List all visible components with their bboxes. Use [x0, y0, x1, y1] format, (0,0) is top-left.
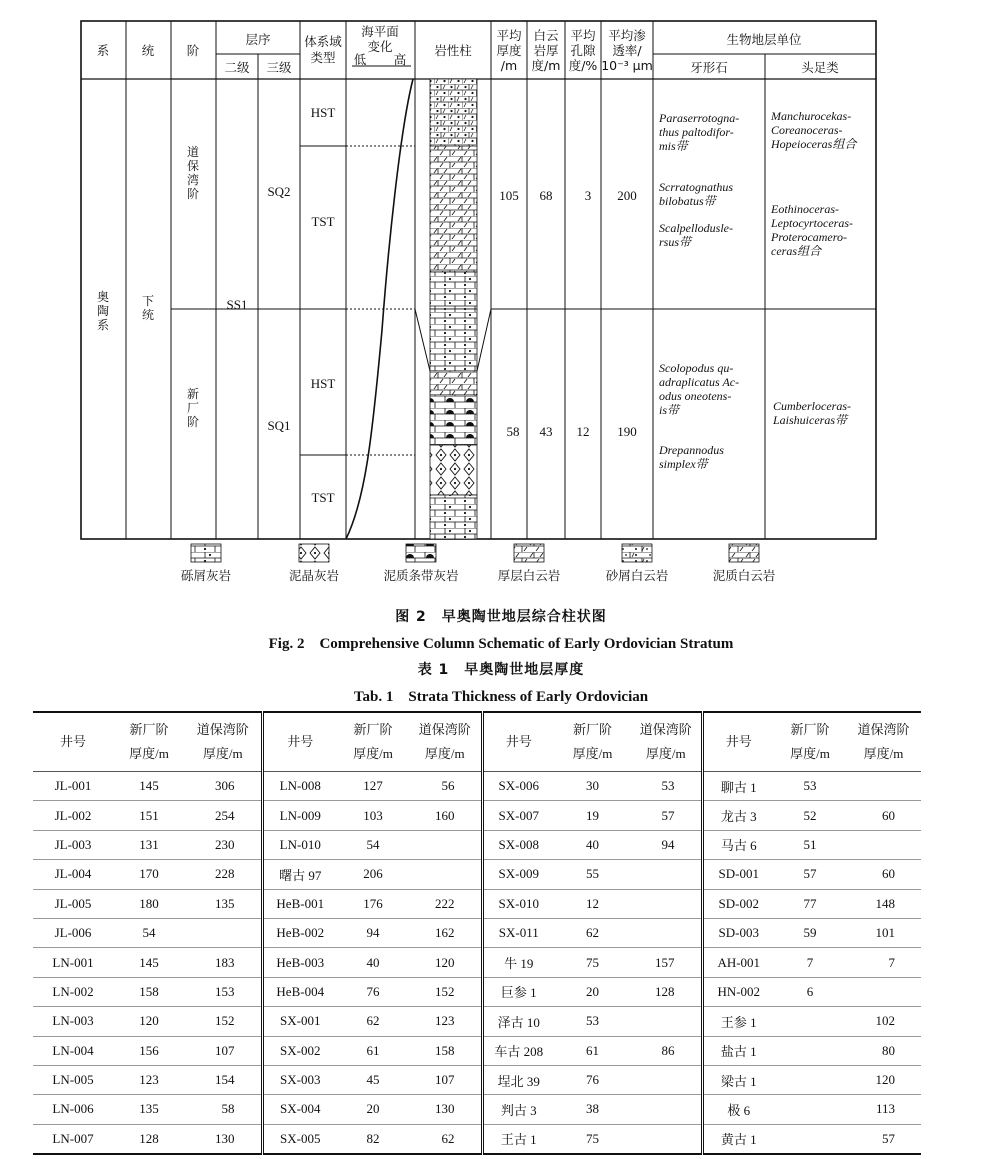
well-id-cell: SD-002	[702, 889, 774, 918]
table-caption-cn: 表 1 早奥陶世地层厚度	[417, 662, 585, 678]
well-id-cell: HeB-004	[262, 977, 337, 1006]
daobaowan-thickness-cell: 154	[185, 1065, 262, 1094]
header-tixiyu-1: 体系域	[304, 34, 342, 49]
header-cephalopod: 头足类	[801, 60, 839, 75]
well-id-cell: 龙古 3	[702, 801, 774, 830]
daobaowan-thickness-cell: 53	[631, 772, 702, 801]
series-char-2: 统	[141, 308, 155, 322]
cephalopod-assemblage-1-line-3: Hopeioceras组合	[771, 137, 857, 151]
table-row	[33, 1095, 921, 1124]
daobaowan-thickness-cell: 135	[185, 889, 262, 918]
cephalopod-assemblage-1-line-2: Coreanoceras-	[771, 123, 843, 137]
header-dolomite-1: 白云	[533, 28, 559, 43]
stage-upper-char-3: 湾	[186, 173, 200, 187]
header-lithology: 岩性柱	[434, 43, 472, 58]
header-thickness-1: 平均	[496, 28, 522, 43]
table-row	[33, 801, 921, 830]
daobaowan-thickness-cell: 162	[409, 918, 482, 947]
header-jie: 阶	[186, 43, 200, 58]
xinchang-thickness-cell: 38	[554, 1095, 631, 1124]
table-header-row	[33, 712, 921, 772]
well-id-cell: 泽古 10	[482, 1007, 554, 1036]
header-permeability-1: 平均渗	[608, 28, 646, 43]
well-id-cell: SX-005	[262, 1124, 337, 1154]
xinchang-thickness-cell: 19	[554, 801, 631, 830]
legend-swatch-banded-limestone	[406, 544, 436, 562]
lower-permeability: 190	[617, 424, 637, 439]
lower-dolomite: 43	[539, 424, 553, 439]
daobaowan-thickness-cell: 152	[409, 977, 482, 1006]
well-id-cell: LN-008	[262, 772, 337, 801]
well-id-cell: JL-003	[33, 830, 113, 859]
series-char-1: 下	[141, 294, 155, 308]
xinchang-thickness-cell: 55	[554, 860, 631, 889]
daobaowan-thickness-cell: 160	[409, 801, 482, 830]
well-id-cell: SX-009	[482, 860, 554, 889]
conodont-zone-2-line-1: Scrratognathus	[659, 180, 734, 194]
figure-caption-cn: 图 2 早奥陶世地层综合柱状图	[395, 609, 607, 625]
daobaowan-thickness-cell: 128	[631, 977, 702, 1006]
table-row	[33, 1007, 921, 1036]
conodont-zone-3-line-1: Scalpellodusle-	[659, 221, 733, 235]
xinchang-thickness-cell: 12	[554, 889, 631, 918]
table-row	[33, 772, 921, 801]
well-id-cell: JL-002	[33, 801, 113, 830]
conodont-zone-1-line-2: thus paltodifor-	[659, 125, 734, 139]
cephalopod-assemblage-1-line-1: Manchurocekas-	[771, 109, 852, 123]
xinchang-thickness-cell: 53	[774, 772, 846, 801]
table-row	[33, 830, 921, 859]
xinchang-thickness-cell: 145	[113, 948, 185, 977]
header-sanji: 三级	[266, 60, 292, 75]
xinchang-thickness-cell: 45	[337, 1065, 409, 1094]
daobaowan-thickness-cell: 107	[185, 1036, 262, 1065]
well-id-cell: LN-005	[33, 1065, 113, 1094]
daobaowan-thickness-cell: 254	[185, 801, 262, 830]
lower-porosity: 12	[576, 424, 590, 439]
upper-permeability: 200	[617, 188, 637, 203]
well-id-cell: SX-006	[482, 772, 554, 801]
daobaowan-thickness-cell: 86	[631, 1036, 702, 1065]
cephalopod-zone-lower-line-2: Laishuiceras带	[773, 413, 848, 427]
legend-swatch-micrite	[299, 544, 329, 562]
header-sea-level-1: 海平面	[361, 24, 399, 39]
well-id-cell: JL-006	[33, 918, 113, 947]
xinchang-thickness-cell: 76	[337, 977, 409, 1006]
xinchang-thickness-cell	[774, 1036, 846, 1065]
well-id-cell: SX-008	[482, 830, 554, 859]
header-tong: 统	[141, 43, 155, 58]
daobaowan-thickness-cell	[631, 1095, 702, 1124]
well-id-cell: SX-011	[482, 918, 554, 947]
daobaowan-thickness-cell: 57	[631, 801, 702, 830]
daobaowan-thickness-cell	[409, 860, 482, 889]
xinchang-thickness-cell: 40	[337, 948, 409, 977]
xinchang-thickness-cell	[774, 1065, 846, 1094]
table-row	[33, 1124, 921, 1154]
xinchang-thickness-cell: 94	[337, 918, 409, 947]
cephalopod-zone-lower-line-1: Cumberloceras-	[773, 399, 851, 413]
upper-porosity: 3	[584, 188, 592, 203]
well-id-cell: 巨参 1	[482, 977, 554, 1006]
well-id-cell: SX-010	[482, 889, 554, 918]
legend-swatch-sandy-dolomite	[622, 544, 652, 562]
xinchang-thickness-cell: 54	[337, 830, 409, 859]
upper-dolomite: 68	[539, 188, 553, 203]
well-id-cell: SX-003	[262, 1065, 337, 1094]
table-row	[33, 1065, 921, 1094]
table-row	[33, 889, 921, 918]
col-header-daobaowan: 道保湾阶 厚度/m	[185, 712, 262, 772]
col-header-daobaowan: 道保湾阶 厚度/m	[409, 712, 482, 772]
xinchang-thickness-cell: 76	[554, 1065, 631, 1094]
well-id-cell: LN-007	[33, 1124, 113, 1154]
xinchang-thickness-cell: 62	[337, 1007, 409, 1036]
header-sea-low: 低	[353, 52, 367, 67]
daobaowan-thickness-cell: 60	[846, 860, 921, 889]
daobaowan-thickness-cell	[185, 918, 262, 947]
table-row	[33, 918, 921, 947]
system-char-1: 奥	[96, 290, 110, 304]
header-porosity-1: 平均	[570, 28, 596, 43]
xinchang-thickness-cell: 61	[554, 1036, 631, 1065]
xinchang-thickness-cell: 120	[113, 1007, 185, 1036]
conodont-zone-4-line-4: is带	[659, 403, 680, 417]
well-id-cell: 黄古 1	[702, 1124, 774, 1154]
well-id-cell: 梁古 1	[702, 1065, 774, 1094]
stage-lower-char-1: 新	[186, 387, 200, 401]
header-sea-level-2: 变化	[367, 39, 393, 54]
xinchang-thickness-cell: 52	[774, 801, 846, 830]
lower-thickness: 58	[506, 424, 520, 439]
col-header-well: 井号	[482, 712, 554, 772]
xinchang-thickness-cell: 176	[337, 889, 409, 918]
well-id-cell: SD-003	[702, 918, 774, 947]
system-char-3: 系	[96, 318, 110, 332]
col-header-well: 井号	[702, 712, 774, 772]
daobaowan-thickness-cell: 123	[409, 1007, 482, 1036]
daobaowan-thickness-cell: 7	[846, 948, 921, 977]
xinchang-thickness-cell: 7	[774, 948, 846, 977]
well-id-cell: SX-001	[262, 1007, 337, 1036]
well-id-cell: LN-002	[33, 977, 113, 1006]
xinchang-thickness-cell: 77	[774, 889, 846, 918]
conodont-zone-1-line-1: Paraserrotogna-	[659, 111, 740, 125]
legend-swatch-thick-dolomite	[514, 544, 544, 562]
daobaowan-thickness-cell	[631, 1065, 702, 1094]
well-id-cell: HeB-002	[262, 918, 337, 947]
xinchang-thickness-cell: 131	[113, 830, 185, 859]
legend-label-3: 泥质条带灰岩	[383, 568, 459, 583]
tract-tst-upper: TST	[311, 214, 335, 229]
daobaowan-thickness-cell	[631, 918, 702, 947]
col-header-daobaowan: 道保湾阶 厚度/m	[631, 712, 702, 772]
well-id-cell: 埕北 39	[482, 1065, 554, 1094]
conodont-zone-4-line-1: Scolopodus qu-	[659, 361, 734, 375]
upper-thickness: 105	[499, 188, 519, 203]
well-id-cell: 盐古 1	[702, 1036, 774, 1065]
xinchang-thickness-cell: 145	[113, 772, 185, 801]
figure-caption-en: Fig. 2 Comprehensive Column Schematic of Early Ordovician Stratum	[268, 636, 734, 652]
xinchang-thickness-cell: 6	[774, 977, 846, 1006]
well-id-cell: 极 6	[702, 1095, 774, 1124]
daobaowan-thickness-cell: 130	[409, 1095, 482, 1124]
xinchang-thickness-cell: 128	[113, 1124, 185, 1154]
sea-level-dotted-guides	[346, 146, 415, 455]
daobaowan-thickness-cell	[631, 889, 702, 918]
xinchang-thickness-cell: 75	[554, 948, 631, 977]
well-id-cell: 王古 1	[482, 1124, 554, 1154]
legend-label-5: 砂屑白云岩	[605, 568, 669, 583]
header-cengxu: 层序	[245, 32, 271, 47]
stage-upper-char-2: 保	[186, 159, 200, 173]
daobaowan-thickness-cell: 107	[409, 1065, 482, 1094]
conodont-zone-3-line-2: rsus带	[659, 235, 692, 249]
xinchang-thickness-cell: 127	[337, 772, 409, 801]
xinchang-thickness-cell: 61	[337, 1036, 409, 1065]
daobaowan-thickness-cell	[631, 1007, 702, 1036]
legend-swatch-argillaceous-dolomite	[729, 544, 759, 562]
col-header-daobaowan: 道保湾阶 厚度/m	[846, 712, 921, 772]
daobaowan-thickness-cell: 148	[846, 889, 921, 918]
header-xi: 系	[96, 43, 110, 58]
daobaowan-thickness-cell: 94	[631, 830, 702, 859]
daobaowan-thickness-cell: 230	[185, 830, 262, 859]
daobaowan-thickness-cell: 62	[409, 1124, 482, 1154]
xinchang-thickness-cell: 158	[113, 977, 185, 1006]
stage-upper-char-1: 道	[186, 145, 200, 159]
header-conodont: 牙形石	[690, 60, 728, 75]
daobaowan-thickness-cell: 120	[409, 948, 482, 977]
well-id-cell: LN-004	[33, 1036, 113, 1065]
table-row	[33, 860, 921, 889]
well-id-cell: HeB-001	[262, 889, 337, 918]
daobaowan-thickness-cell: 306	[185, 772, 262, 801]
header-erji: 二级	[224, 60, 250, 75]
well-id-cell: HeB-003	[262, 948, 337, 977]
xinchang-thickness-cell	[774, 1124, 846, 1154]
xinchang-thickness-cell: 59	[774, 918, 846, 947]
third-order-sq2: SQ2	[267, 184, 291, 199]
xinchang-thickness-cell: 53	[554, 1007, 631, 1036]
header-dolomite-3: 度/m	[531, 58, 561, 73]
legend	[181, 544, 775, 583]
strata-thickness-table	[33, 711, 921, 1155]
legend-label-4: 厚层白云岩	[497, 568, 561, 583]
table-row	[33, 1036, 921, 1065]
conodont-zone-4-line-2: adraplicatus Ac-	[659, 375, 740, 389]
legend-label-1: 砾屑灰岩	[180, 568, 232, 583]
cephalopod-assemblage-2-line-4: ceras组合	[771, 244, 821, 258]
xinchang-thickness-cell: 30	[554, 772, 631, 801]
daobaowan-thickness-cell: 102	[846, 1007, 921, 1036]
daobaowan-thickness-cell: 152	[185, 1007, 262, 1036]
well-id-cell: HN-002	[702, 977, 774, 1006]
third-order-sq1: SQ1	[267, 418, 291, 433]
cephalopod-assemblage-2-line-2: Leptocyrtoceras-	[771, 216, 853, 230]
header-porosity-2: 孔隙	[570, 43, 596, 58]
header-sea-high: 高	[393, 52, 407, 67]
well-id-cell: JL-004	[33, 860, 113, 889]
xinchang-thickness-cell: 20	[554, 977, 631, 1006]
conodont-zone-1-line-3: mis带	[659, 139, 688, 153]
daobaowan-thickness-cell: 80	[846, 1036, 921, 1065]
well-id-cell: LN-003	[33, 1007, 113, 1036]
daobaowan-thickness-cell	[631, 860, 702, 889]
stage-upper-char-4: 阶	[186, 187, 200, 201]
cephalopod-assemblage-2-line-1: Eothinoceras-	[771, 202, 839, 216]
well-id-cell: 马古 6	[702, 830, 774, 859]
stage-lower-char-3: 阶	[186, 415, 200, 429]
daobaowan-thickness-cell	[631, 1124, 702, 1154]
xinchang-thickness-cell: 54	[113, 918, 185, 947]
daobaowan-thickness-cell: 228	[185, 860, 262, 889]
daobaowan-thickness-cell	[846, 830, 921, 859]
conodont-zone-5-line-1: Drepannodus	[659, 443, 724, 457]
daobaowan-thickness-cell: 56	[409, 772, 482, 801]
daobaowan-thickness-cell: 153	[185, 977, 262, 1006]
legend-label-2: 泥晶灰岩	[288, 568, 340, 583]
xinchang-thickness-cell: 135	[113, 1095, 185, 1124]
well-id-cell: 王参 1	[702, 1007, 774, 1036]
xinchang-thickness-cell: 82	[337, 1124, 409, 1154]
well-id-cell: 牛 19	[482, 948, 554, 977]
cephalopod-assemblage-2-line-3: Proterocamero-	[771, 230, 847, 244]
daobaowan-thickness-cell: 58	[185, 1095, 262, 1124]
col-header-xinchang: 新厂阶 厚度/m	[337, 712, 409, 772]
header-thickness-3: /m	[500, 58, 518, 73]
daobaowan-thickness-cell: 183	[185, 948, 262, 977]
xinchang-thickness-cell: 62	[554, 918, 631, 947]
header-biostratigraphy: 生物地层单位	[726, 32, 802, 47]
xinchang-thickness-cell: 75	[554, 1124, 631, 1154]
well-id-cell: SX-002	[262, 1036, 337, 1065]
daobaowan-thickness-cell: 113	[846, 1095, 921, 1124]
xinchang-thickness-cell: 206	[337, 860, 409, 889]
well-id-cell: 车古 208	[482, 1036, 554, 1065]
xinchang-thickness-cell	[774, 1007, 846, 1036]
daobaowan-thickness-cell: 101	[846, 918, 921, 947]
well-id-cell: AH-001	[702, 948, 774, 977]
xinchang-thickness-cell: 170	[113, 860, 185, 889]
well-id-cell: JL-005	[33, 889, 113, 918]
table-row	[33, 977, 921, 1006]
xinchang-thickness-cell: 156	[113, 1036, 185, 1065]
well-id-cell: SD-001	[702, 860, 774, 889]
legend-swatch-gravel-limestone	[191, 544, 221, 562]
xinchang-thickness-cell: 103	[337, 801, 409, 830]
header-porosity-3: 度/%	[568, 58, 598, 73]
well-id-cell: LN-009	[262, 801, 337, 830]
col-header-well: 井号	[262, 712, 337, 772]
xinchang-thickness-cell: 40	[554, 830, 631, 859]
conodont-zone-2-line-2: bilobatus带	[659, 194, 716, 208]
table-row	[33, 948, 921, 977]
daobaowan-thickness-cell: 158	[409, 1036, 482, 1065]
col-header-xinchang: 新厂阶 厚度/m	[554, 712, 631, 772]
daobaowan-thickness-cell: 120	[846, 1065, 921, 1094]
xinchang-thickness-cell: 51	[774, 830, 846, 859]
legend-label-6: 泥质白云岩	[712, 568, 776, 583]
daobaowan-thickness-cell: 157	[631, 948, 702, 977]
daobaowan-thickness-cell: 130	[185, 1124, 262, 1154]
well-id-cell: 判古 3	[482, 1095, 554, 1124]
well-id-cell: 曙古 97	[262, 860, 337, 889]
second-order-sequence: SS1	[226, 297, 248, 312]
xinchang-thickness-cell: 123	[113, 1065, 185, 1094]
xinchang-thickness-cell: 57	[774, 860, 846, 889]
header-permeability-2: 透率/	[612, 43, 642, 58]
well-id-cell: LN-001	[33, 948, 113, 977]
well-id-cell: LN-006	[33, 1095, 113, 1124]
daobaowan-thickness-cell: 222	[409, 889, 482, 918]
tract-hst-lower: HST	[310, 376, 336, 391]
xinchang-thickness-cell	[774, 1095, 846, 1124]
lithology-column	[415, 79, 491, 539]
daobaowan-thickness-cell: 60	[846, 801, 921, 830]
daobaowan-thickness-cell	[846, 977, 921, 1006]
col-header-well: 井号	[33, 712, 113, 772]
header-thickness-2: 厚度	[496, 43, 522, 58]
well-id-cell: LN-010	[262, 830, 337, 859]
daobaowan-thickness-cell	[846, 772, 921, 801]
well-id-cell: SX-007	[482, 801, 554, 830]
figure-frame	[81, 21, 876, 539]
col-header-xinchang: 新厂阶 厚度/m	[113, 712, 185, 772]
header-dolomite-2: 岩厚	[533, 43, 559, 58]
well-id-cell: 聊古 1	[702, 772, 774, 801]
xinchang-thickness-cell: 180	[113, 889, 185, 918]
well-id-cell: SX-004	[262, 1095, 337, 1124]
xinchang-thickness-cell: 20	[337, 1095, 409, 1124]
daobaowan-thickness-cell	[409, 830, 482, 859]
header-tixiyu-2: 类型	[310, 50, 336, 65]
xinchang-thickness-cell: 151	[113, 801, 185, 830]
column-dividers	[126, 21, 876, 539]
header-permeability-3: 10⁻³ μm	[601, 58, 653, 73]
tract-hst-upper: HST	[310, 105, 336, 120]
well-id-cell: JL-001	[33, 772, 113, 801]
daobaowan-thickness-cell: 57	[846, 1124, 921, 1154]
table-caption-en: Tab. 1 Strata Thickness of Early Ordovician	[353, 689, 649, 705]
conodont-zone-5-line-2: simplex带	[659, 457, 708, 471]
conodont-zone-4-line-3: odus oneotens-	[659, 389, 732, 403]
stage-lower-char-2: 厂	[186, 401, 200, 415]
system-char-2: 陶	[96, 304, 110, 318]
tract-tst-lower: TST	[311, 490, 335, 505]
col-header-xinchang: 新厂阶 厚度/m	[774, 712, 846, 772]
